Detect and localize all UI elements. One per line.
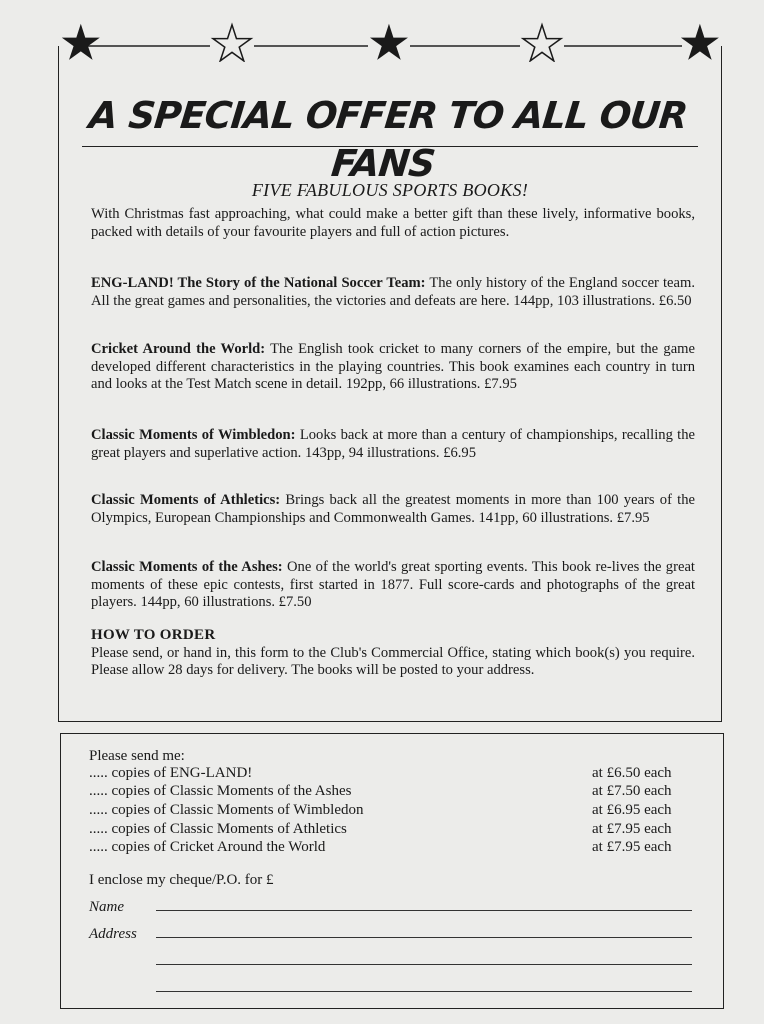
order-line-item[interactable] [89, 820, 691, 839]
how-to-order-text: Please send, or hand in, this form to the Club's Commercial Office, stating which book(s) you require. Please allow 28 days for delivery. The books will be posted to your address. [91, 644, 695, 679]
book-title: Classic Moments of Wimbledon: [91, 427, 296, 443]
book-description: One of the world's great sporting events. This book re-lives the great moments of these epic contests, first started in 1877. Full score-cards and photographs of the great players. 144pp, 60 illustrations. £7.50 [91, 559, 695, 611]
order-item-price: at £7.50 each [592, 783, 672, 799]
order-item-price: at £6.50 each [592, 765, 672, 781]
book-england [91, 275, 695, 310]
order-item-label: ..... copies of ENG-LAND! [89, 765, 253, 781]
book-description: The only history of the England soccer team. All the great games and personalities, the victories and defeats are here. 144pp, 103 illustrations. £6.50 [91, 275, 696, 309]
how-to-order-title: HOW TO ORDER [91, 627, 216, 643]
book-title: Classic Moments of the Ashes: [91, 559, 283, 575]
enclose-line[interactable]: I enclose my cheque/P.O. for £ [89, 872, 274, 888]
order-line-item[interactable] [89, 801, 691, 820]
order-item-price: at £6.95 each [592, 802, 672, 818]
book-title: Cricket Around the World: [91, 341, 266, 357]
book-description: Looks back at more than a century of championships, recalling the great players and superlative action. 143pp, 94 illustrations. £6.95 [91, 427, 696, 461]
how-to-order-section [91, 627, 695, 680]
order-item-label: ..... copies of Classic Moments of Wimbledon [89, 802, 364, 818]
book-description: Brings back all the greatest moments in more than 100 years of the Olympics, European Championships and Commonwealth Games. 141pp, 60 illustrations. £7.95 [91, 492, 695, 526]
book-cricket [91, 341, 695, 394]
book-ashes [91, 559, 695, 612]
order-item-price: at £7.95 each [592, 839, 672, 855]
order-line-item[interactable] [89, 782, 691, 801]
page-title: A SPECIAL OFFER TO ALL OUR FANS [87, 94, 690, 185]
order-line-item[interactable] [89, 838, 691, 857]
book-title: ENG-LAND! The Story of the National Soccer Team: [91, 275, 426, 291]
book-wimbledon [91, 427, 695, 462]
book-description: The English took cricket to many corners of the empire, but the game developed different characteristics in the playing countries. This book examines each country in turn and looks at the Test Match scene in detail. 192pp, 66 illustrations. £7.95 [91, 341, 696, 393]
name-label: Name [89, 899, 124, 915]
form-intro: Please send me: [89, 748, 185, 764]
title-divider [82, 146, 698, 147]
order-item-label: ..... copies of Cricket Around the World [89, 839, 326, 855]
address-field-line-1[interactable] [156, 937, 692, 938]
order-item-price: at £7.95 each [592, 821, 672, 837]
address-field-line-3[interactable] [156, 991, 692, 992]
book-athletics [91, 492, 695, 527]
name-field[interactable] [156, 910, 692, 911]
intro-paragraph: With Christmas fast approaching, what could make a better gift than these lively, informative books, packed with details of your favourite players and full of action pictures. [91, 206, 695, 240]
order-item-label: ..... copies of Classic Moments of Athletics [89, 821, 347, 837]
address-label: Address [89, 926, 137, 942]
order-item-label: ..... copies of Classic Moments of the Ashes [89, 783, 352, 799]
address-field-line-2[interactable] [156, 964, 692, 965]
book-title: Classic Moments of Athletics: [91, 492, 281, 508]
order-line-item[interactable] [89, 764, 691, 783]
offer-subtitle: FIVE FABULOUS SPORTS BOOKS! [251, 180, 529, 200]
